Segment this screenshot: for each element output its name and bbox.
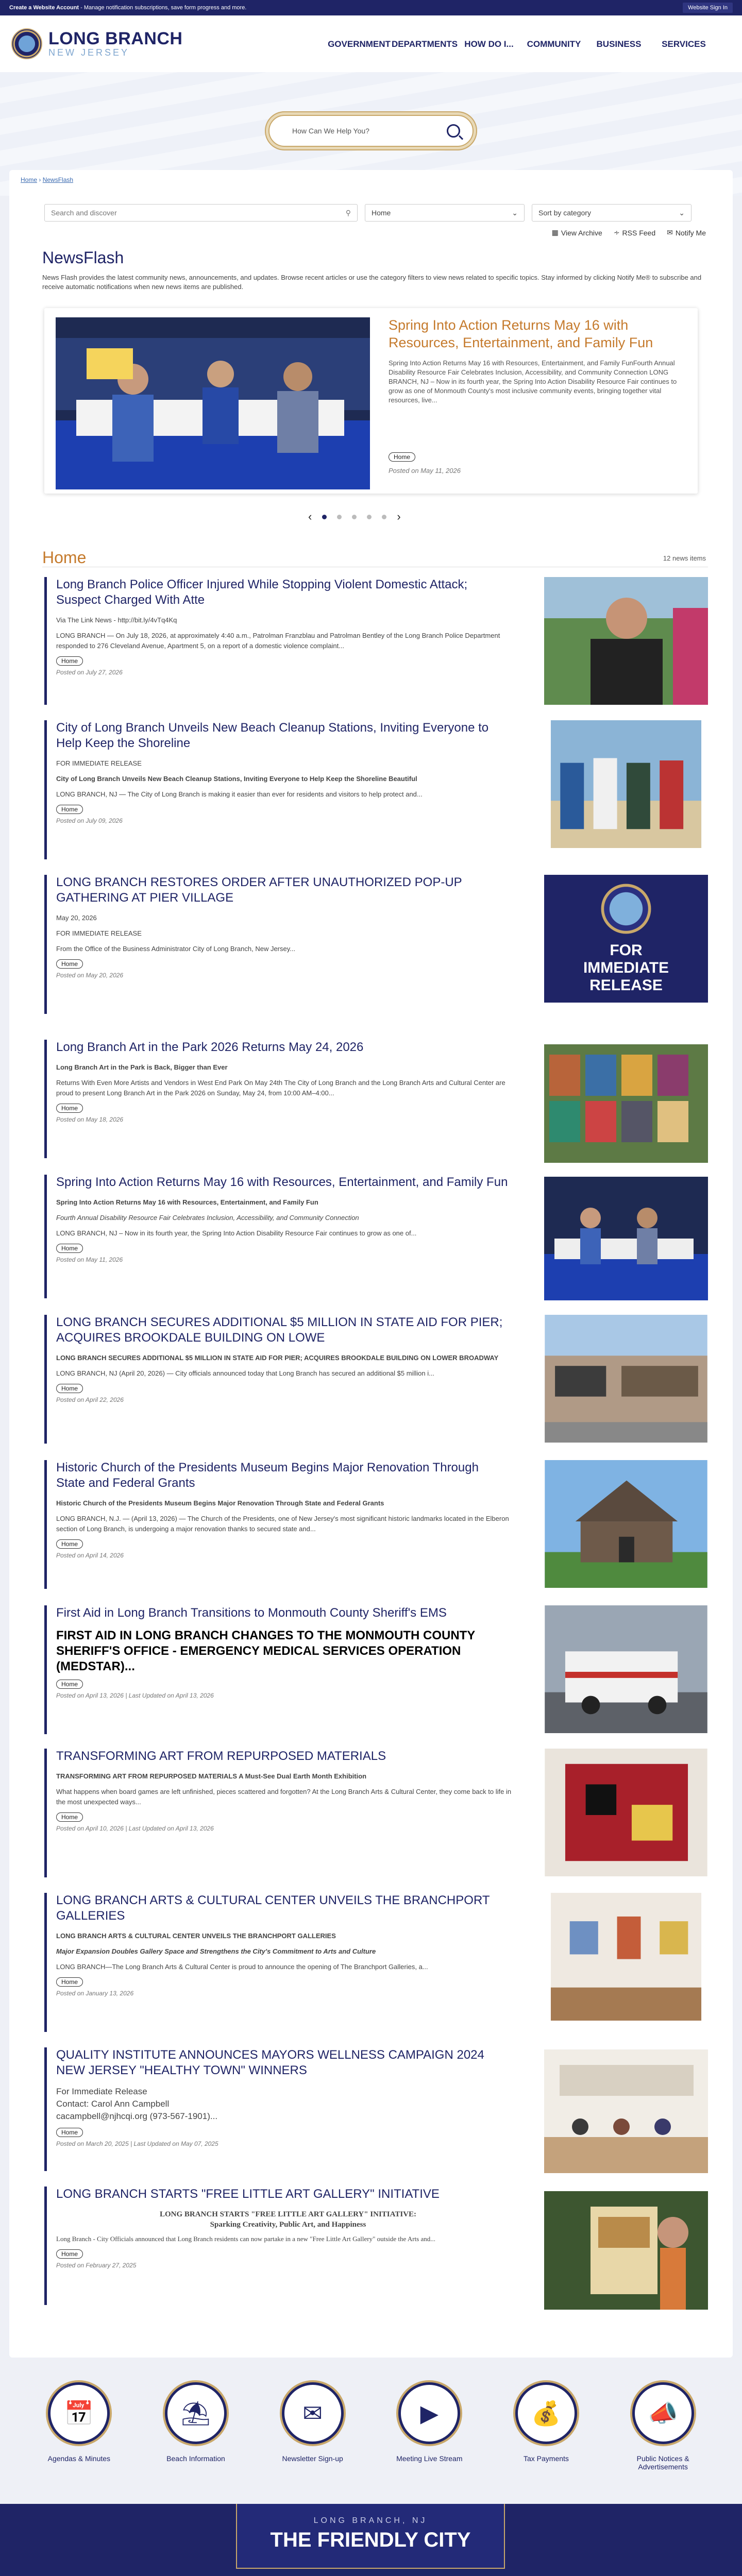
rss-feed-link[interactable]	[614, 228, 655, 237]
nav-business[interactable]: BUSINESS	[596, 39, 642, 49]
news-item-date: Posted on April 14, 2026	[56, 1552, 124, 1559]
news-item-image	[544, 1040, 708, 1167]
news-item	[44, 1605, 709, 1734]
category-tag[interactable]: Home	[56, 1812, 83, 1822]
featured-news-image	[56, 317, 370, 489]
news-item-line: For Immediate Release	[56, 2087, 147, 2096]
news-item-summary	[56, 2209, 520, 2244]
mail-icon: ✉	[667, 228, 673, 236]
news-item-line: Fourth Annual Disability Resource Fair Celebrates Inclusion, Accessibility, and Community Connection	[56, 1214, 359, 1222]
news-item-line: LONG BRANCH — On July 18, 2026, at approximately 4:40 a.m., Patrolman Franzblau and Patrolman Bentley of the Long Branch Police Department responded to 276 Cleveland Avenue, Apartment 5, on a report of a domestic violence complaint...	[56, 632, 500, 650]
news-item-summary	[56, 758, 520, 800]
search-icon[interactable]	[447, 124, 460, 138]
news-item-line: LONG BRANCH, NJ – Now in its fourth year, the Spring Into Action Disability Resource Fair continues to grow as one of...	[56, 1229, 417, 1237]
category-select[interactable]	[365, 204, 525, 222]
breadcrumb: Home › NewsFlash	[21, 176, 74, 183]
news-item-image	[544, 720, 708, 848]
rss-icon: ∻	[613, 228, 620, 236]
site-search	[265, 111, 477, 150]
news-item-title[interactable]: LONG BRANCH SECURES ADDITIONAL $5 MILLION IN STATE AID FOR PIER; ACQUIRES BROOKDALE BUILDING ON LOWE	[56, 1315, 503, 1345]
section-title: Home	[42, 548, 87, 567]
carousel-dot[interactable]	[382, 515, 386, 519]
quick-link-tax[interactable]	[495, 2382, 598, 2485]
category-tag[interactable]: Home	[56, 2128, 83, 2137]
news-item-image	[544, 1893, 708, 2021]
carousel-dot[interactable]	[337, 515, 342, 519]
site-footer	[0, 2504, 742, 2576]
news-item-summary	[56, 1062, 520, 1098]
news-item-title[interactable]: QUALITY INSTITUTE ANNOUNCES MAYORS WELLNESS CAMPAIGN 2024 NEW JERSEY "HEALTHY TOWN" WINNERS	[56, 2048, 484, 2077]
page-title: NewsFlash	[42, 248, 124, 267]
news-item	[44, 2187, 709, 2305]
news-item-line: Spring Into Action Returns May 16 with Resources, Entertainment, and Family Fun	[56, 1198, 318, 1206]
news-item-summary	[56, 1771, 520, 1807]
news-item-date: Posted on July 27, 2026	[56, 669, 123, 676]
featured-news-date: Posted on May 11, 2026	[389, 467, 461, 474]
press-release-caption: FOR IMMEDIATE RELEASE	[583, 942, 669, 994]
site-search-input[interactable]	[268, 115, 474, 147]
news-item-summary	[56, 615, 520, 651]
news-item-title[interactable]: LONG BRANCH STARTS "FREE LITTLE ART GALLERY" INITIATIVE	[56, 2187, 440, 2201]
news-item-summary	[56, 2086, 520, 2123]
news-item-date: Posted on July 09, 2026	[56, 817, 123, 824]
news-item-summary	[56, 913, 520, 954]
create-account-link[interactable]: Create a Website Account	[9, 5, 79, 11]
news-item-line: Via The Link News - http://bit.ly/4vTq4Kq	[56, 616, 177, 624]
news-item-date: Posted on May 11, 2026	[56, 1256, 123, 1263]
featured-news-summary: Spring Into Action Returns May 16 with Resources, Entertainment, and Family FunFourth Annual Disability Resource Fair Celebrates Inclusion, Accessibility, and Community Connection LONG BRANCH, NJ – Now in its fourth year, the Spring Into Action Disability Resource Fair continues to grow as one of Monmouth County's most inclusive community events, bringing together vital resources, live...	[389, 359, 677, 404]
newsletter-icon: ✉	[282, 2382, 344, 2444]
category-tag[interactable]: Home	[56, 1680, 83, 1689]
carousel-dot[interactable]	[367, 515, 372, 519]
category-tag[interactable]: Home	[56, 1384, 83, 1393]
news-item-date: Posted on May 18, 2026	[56, 1116, 124, 1123]
news-item-line: FOR IMMEDIATE RELEASE	[56, 929, 142, 937]
news-item-line: LONG BRANCH STARTS "FREE LITTLE ART GALLERY" INITIATIVE:	[159, 2210, 417, 2218]
news-item-title[interactable]: LONG BRANCH ARTS & CULTURAL CENTER UNVEILS THE BRANCHPORT GALLERIES	[56, 1893, 490, 1923]
news-item-summary	[56, 1353, 520, 1379]
footer-tagline-big: THE FRIENDLY CITY	[270, 2529, 471, 2551]
quick-link-label: Beach Information	[166, 2454, 225, 2463]
chevron-down-icon: ⌄	[679, 208, 685, 217]
news-item-image	[544, 2187, 708, 2314]
quick-link-label: Tax Payments	[523, 2454, 569, 2463]
news-item-line: FOR IMMEDIATE RELEASE	[56, 759, 142, 767]
agenda-icon: 📅	[48, 2382, 110, 2444]
news-item-line: LONG BRANCH—The Long Branch Arts & Cultural Center is proud to announce the opening of The Branchport Galleries, a...	[56, 1963, 428, 1971]
view-archive-label: View Archive	[561, 228, 602, 237]
news-item-line: LONG BRANCH SECURES ADDITIONAL $5 MILLION IN STATE AID FOR PIER; ACQUIRES BROOKDALE BUILDING ON LOWER BROADWAY	[56, 1354, 499, 1362]
account-bar	[0, 0, 742, 15]
news-item-date: Posted on May 20, 2026	[56, 972, 124, 979]
news-item-title[interactable]: LONG BRANCH RESTORES ORDER AFTER UNAUTHORIZED POP-UP GATHERING AT PIER VILLAGE	[56, 875, 462, 905]
news-search-input[interactable]	[44, 204, 358, 222]
city-seal-icon	[600, 883, 652, 935]
main-nav	[327, 39, 716, 49]
news-item-line: Long Branch - City Officials announced that Long Branch residents can now partake in a new "Free Little Art Gallery" outside the Arts and...	[56, 2235, 436, 2243]
quick-link-label: Newsletter Sign-up	[282, 2454, 343, 2463]
news-item-summary	[56, 1498, 520, 1534]
megaphone-icon: 📣	[632, 2382, 694, 2444]
news-item	[44, 1175, 709, 1298]
category-tag[interactable]: Home	[56, 805, 83, 814]
news-item-title[interactable]: Long Branch Art in the Park 2026 Returns May 24, 2026	[56, 1040, 364, 1054]
news-search-placeholder: Search and discover	[51, 209, 117, 217]
category-select-value: Home	[372, 209, 391, 217]
carousel-controls	[308, 510, 401, 523]
carousel-dot[interactable]	[352, 515, 357, 519]
news-item-date: Posted on April 13, 2026 | Last Updated on April 13, 2026	[56, 1692, 214, 1699]
category-tag[interactable]: Home	[56, 959, 83, 969]
search-icon[interactable]: ⚲	[345, 208, 351, 217]
quick-link-livestream[interactable]	[378, 2382, 481, 2485]
breadcrumb-home[interactable]: Home	[21, 176, 38, 183]
news-item-date: Posted on January 13, 2026	[56, 1990, 134, 1997]
city-seal-icon	[11, 28, 42, 59]
brand-name: LONG BRANCH	[48, 29, 183, 48]
news-item-summary	[56, 1628, 520, 1674]
category-tag[interactable]: Home	[389, 452, 415, 462]
news-item-summary	[56, 1197, 520, 1239]
quick-link-label: Meeting Live Stream	[396, 2454, 463, 2463]
carousel-dot[interactable]	[322, 515, 327, 519]
news-item-image	[544, 1605, 708, 1733]
featured-news-card[interactable]	[44, 308, 698, 494]
news-item-line: Historic Church of the Presidents Museum Begins Major Renovation Through State and Federal Grants	[56, 1499, 384, 1507]
site-search-placeholder: How Can We Help You?	[292, 127, 369, 135]
breadcrumb-current[interactable]: NewsFlash	[42, 176, 74, 183]
news-item-date: Posted on April 22, 2026	[56, 1396, 124, 1403]
nav-how-do-i[interactable]: HOW DO I...	[464, 39, 514, 49]
news-item-date: Posted on March 20, 2025 | Last Updated on May 07, 2025	[56, 2140, 218, 2147]
news-item-line: TRANSFORMING ART FROM REPURPOSED MATERIALS A Must-See Dual Earth Month Exhibition	[56, 1772, 367, 1780]
news-item-image	[544, 1460, 708, 1588]
news-item-line: May 20, 2026	[56, 914, 97, 922]
news-item-line: What happens when board games are left unfinished, pieces scattered and forgotten? At the Long Branch Arts & Cultural Center, they come back to life in the most unexpected ways...	[56, 1788, 512, 1806]
chevron-down-icon: ⌄	[512, 208, 518, 217]
brand-sub: NEW JERSEY	[48, 47, 130, 58]
nav-community[interactable]: COMMUNITY	[527, 39, 581, 49]
news-item-image	[544, 2047, 708, 2175]
quick-link-agendas[interactable]	[27, 2382, 130, 2485]
category-tag[interactable]: Home	[56, 1977, 83, 1987]
news-item-line: Major Expansion Doubles Gallery Space and Strengthens the City's Commitment to Arts and Culture	[56, 1947, 376, 1955]
sign-in-button[interactable]: Website Sign In	[683, 3, 733, 13]
news-item-title[interactable]: City of Long Branch Unveils New Beach Cleanup Stations, Inviting Everyone to Help Keep the Shoreline	[56, 721, 489, 750]
footer-tagline	[236, 2504, 505, 2569]
site-header	[0, 15, 742, 72]
footer-tagline-small: LONG BRANCH, NJ	[313, 2516, 428, 2525]
quick-link-beach[interactable]	[144, 2382, 247, 2485]
archive-icon: ▦	[551, 228, 559, 236]
page-intro: News Flash provides the latest community news, announcements, and updates. Browse recent articles or use the category filters to view news related to specific topics. Stay informed by clicking Notify Me® to subscribe and receive automatic notifications when new news items are published.	[42, 274, 702, 291]
news-item	[44, 2047, 709, 2171]
news-item-title[interactable]: Historic Church of the Presidents Museum Begins Major Renovation Through State and Federal Grants	[56, 1461, 479, 1490]
sort-select-value: Sort by category	[538, 209, 591, 217]
news-item	[44, 1040, 709, 1158]
news-item-line: LONG BRANCH ARTS & CULTURAL CENTER UNVEILS THE BRANCHPORT GALLERIES	[56, 1932, 336, 1940]
notify-me-label: Notify Me	[675, 228, 706, 237]
press-release-image	[544, 875, 708, 1003]
news-item-date: Posted on February 27, 2025	[56, 2262, 137, 2269]
rss-feed-label: RSS Feed	[622, 228, 656, 237]
category-tag[interactable]: Home	[56, 1244, 83, 1253]
news-item-image	[544, 1315, 708, 1443]
sort-select[interactable]	[532, 204, 692, 222]
tax-icon: 💰	[515, 2382, 577, 2444]
category-tag[interactable]: Home	[56, 1539, 83, 1549]
news-item-date: Posted on April 10, 2026 | Last Updated on April 13, 2026	[56, 1825, 214, 1832]
news-item	[44, 1315, 709, 1444]
quick-link-notices[interactable]	[612, 2382, 715, 2485]
nav-departments[interactable]: DEPARTMENTS	[392, 39, 458, 49]
news-item-image	[544, 577, 708, 705]
quick-link-label: Agendas & Minutes	[47, 2454, 111, 2463]
news-item-summary	[56, 1931, 520, 1972]
nav-services[interactable]: SERVICES	[662, 39, 706, 49]
chevron-right-icon[interactable]: ›	[397, 510, 401, 523]
category-tag[interactable]: Home	[56, 2249, 83, 2259]
news-item-line: From the Office of the Business Administrator City of Long Branch, New Jersey...	[56, 945, 296, 953]
news-item	[44, 577, 709, 705]
news-item	[44, 1893, 709, 2032]
news-item-line: LONG BRANCH, NJ — The City of Long Branch is making it easier than ever for residents and visitors to help protect and...	[56, 790, 423, 798]
create-account-desc: - Manage notification subscriptions, save form progress and more.	[80, 5, 247, 11]
news-item-title[interactable]: Long Branch Police Officer Injured While Stopping Violent Domestic Attack; Suspect Charged With Atte	[56, 578, 468, 607]
news-tools	[552, 228, 706, 237]
livestream-icon: ▶	[398, 2382, 460, 2444]
news-item-line: Long Branch Art in the Park is Back, Bigger than Ever	[56, 1063, 228, 1071]
notify-me-link[interactable]	[667, 228, 706, 237]
category-tag[interactable]: Home	[56, 656, 83, 666]
news-count: 12 news items	[663, 554, 706, 562]
chevron-left-icon[interactable]: ‹	[308, 510, 312, 523]
news-item-line: FIRST AID IN LONG BRANCH CHANGES TO THE MONMOUTH COUNTY SHERIFF'S OFFICE - EMERGENCY MEDICAL SERVICES OPERATION (MEDSTAR)...	[56, 1629, 475, 1673]
news-item-title[interactable]: First Aid in Long Branch Transitions to Monmouth County Sheriff's EMS	[56, 1606, 447, 1620]
news-item	[44, 1460, 709, 1589]
news-item-line: City of Long Branch Unveils New Beach Cleanup Stations, Inviting Everyone to Help Keep the Shoreline Beautiful	[56, 775, 417, 783]
nav-government[interactable]: GOVERNMENT	[328, 39, 391, 49]
news-item	[44, 720, 709, 859]
quick-links-bar	[0, 2382, 742, 2485]
news-item-line: Contact: Carol Ann Campbell	[56, 2099, 170, 2109]
main-content	[9, 170, 733, 2358]
featured-news-title[interactable]: Spring Into Action Returns May 16 with Resources, Entertainment, and Family Fun	[389, 317, 653, 350]
news-item-line: Returns With Even More Artists and Vendors in West End Park On May 24th The City of Long Branch and the Long Branch Arts and Cultural Center are proud to present Long Branch Art in the Park 2026 on Sunday, May 24, from 10:00 AM–4:00...	[56, 1079, 505, 1097]
site-logo[interactable]	[11, 28, 182, 59]
news-item	[44, 1749, 709, 1877]
news-item-line: LONG BRANCH, NJ (April 20, 2026) — City officials announced today that Long Branch has secured an additional $5 million i...	[56, 1369, 434, 1377]
news-item-title[interactable]: Spring Into Action Returns May 16 with Resources, Entertainment, and Family Fun	[56, 1175, 508, 1189]
beach-icon: ⛱	[165, 2382, 227, 2444]
news-item-image	[544, 1749, 708, 1876]
news-item-image	[544, 1175, 708, 1302]
news-item-line: Sparking Creativity, Public Art, and Happiness	[210, 2221, 366, 2229]
view-archive-link[interactable]	[552, 228, 602, 237]
quick-link-label: Public Notices & Advertisements	[636, 2454, 689, 2471]
news-filters	[44, 204, 692, 222]
news-item-title[interactable]: TRANSFORMING ART FROM REPURPOSED MATERIALS	[56, 1749, 386, 1763]
news-item	[44, 875, 709, 1014]
news-item-line: cacampbell@njhcqi.org (973-567-1901)...	[56, 2111, 218, 2121]
category-tag[interactable]: Home	[56, 1104, 83, 1113]
news-item-line: LONG BRANCH, N.J. — (April 13, 2026) — The Church of the Presidents, one of New Jersey's most significant historic landmarks located in the Elberon section of Long Branch, is undergoing a major renovation thanks to secured state and...	[56, 1515, 509, 1533]
quick-link-newsletter[interactable]	[261, 2382, 364, 2485]
create-account-notice	[9, 5, 246, 11]
